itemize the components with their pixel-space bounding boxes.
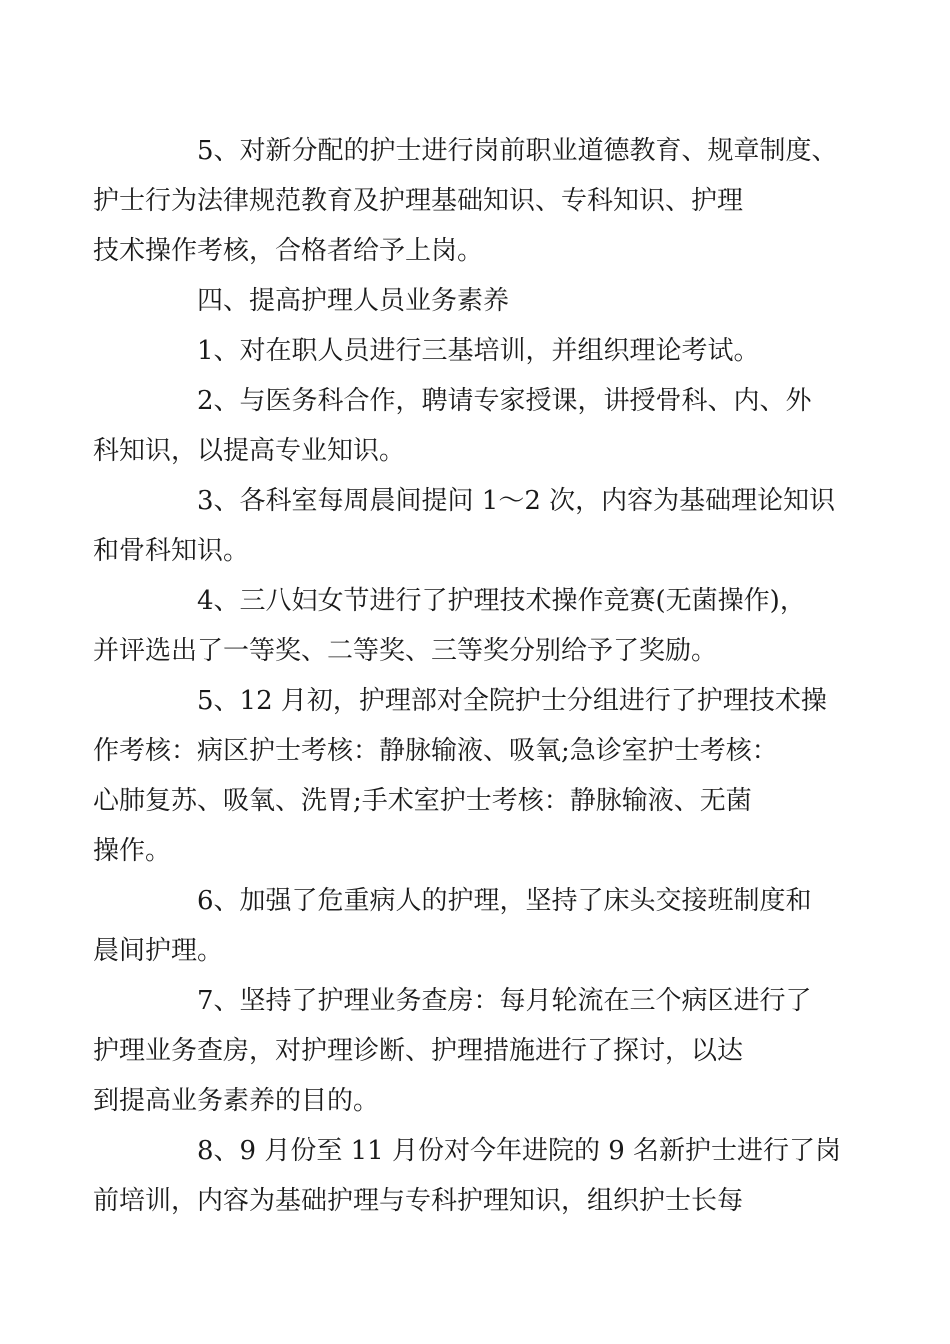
text-line: 1、对在职人员进行三基培训，并组织理论考试。 [197,336,760,366]
text-line: 到提高业务素养的目的。 [93,1086,380,1116]
text-line: 4、三八妇女节进行了护理技术操作竞赛(无菌操作)， [197,586,806,616]
document-body [93,126,842,1226]
text-line: 和骨科知识。 [93,536,250,566]
text-line: 2、与医务科合作，聘请专家授课，讲授骨科、内、外 [197,386,812,416]
text-line: 护理业务查房，对护理诊断、护理措施进行了探讨，以达 [93,1036,744,1066]
paragraph [93,376,815,476]
text-line: 7、坚持了护理业务查房：每月轮流在三个病区进行了 [197,986,812,1016]
paragraph [93,476,836,576]
text-line: 6、加强了危重病人的护理，坚持了床头交接班制度和 [197,886,812,916]
text-line: 晨间护理。 [93,936,224,966]
text-line: 前培训，内容为基础护理与专科护理知识，组织护士长每 [93,1186,744,1216]
text-line: 作考核：病区护士考核：静脉输液、吸氧;急诊室护士考核： [93,736,778,766]
text-line: 并评选出了一等奖、二等奖、三等奖分别给予了奖励。 [93,636,718,666]
text-line: 5、12 月初，护理部对全院护士分组进行了护理技术操 [197,686,827,716]
text-line: 技术操作考核，合格者给予上岗。 [93,236,484,266]
paragraph [93,976,815,1126]
paragraph [93,676,827,876]
paragraph [93,1126,842,1226]
paragraph [93,576,815,676]
text-line: 心肺复苏、吸氧、洗胃;手术室护士考核：静脉输液、无菌 [93,786,752,816]
paragraph [93,876,815,976]
text-line: 护士行为法律规范教育及护理基础知识、专科知识、护理 [93,186,744,216]
text-line: 科知识，以提高专业知识。 [93,436,406,466]
text-line: 8、9 月份至 11 月份对今年进院的 9 名新护士进行了岗 [197,1136,842,1166]
text-line: 3、各科室每周晨间提问 1～2 次，内容为基础理论知识 [197,486,836,516]
paragraph [145,326,815,376]
text-line: 5、对新分配的护士进行岗前职业道德教育、规章制度、 [197,136,838,166]
paragraph [93,126,838,276]
section-heading [145,276,815,326]
text-line: 操作。 [93,836,172,866]
text-line: 四、提高护理人员业务素养 [197,286,510,316]
